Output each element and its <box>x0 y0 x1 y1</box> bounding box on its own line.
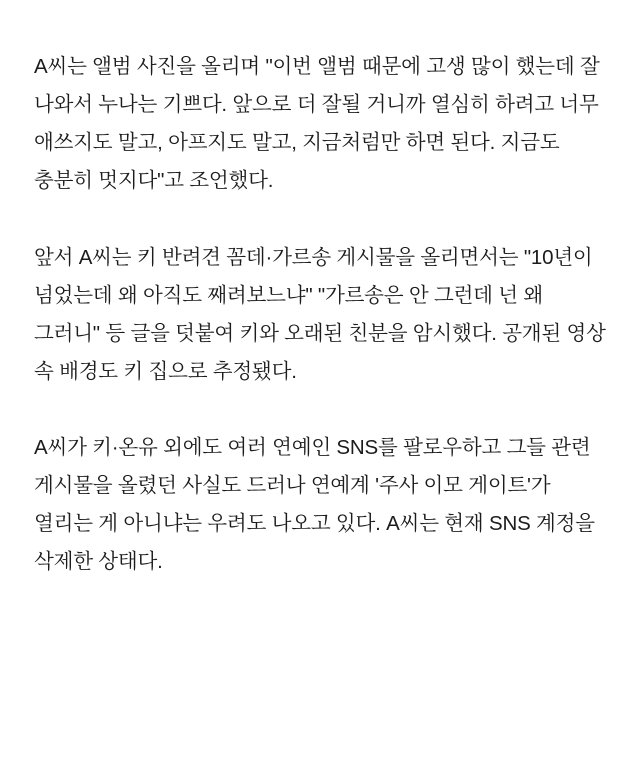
article-paragraph-2: 앞서 A씨는 키 반려견 꼼데·가르송 게시물을 올리면서는 "10년이 넘었는데 왜 아직도 째려보느냐" "가르송은 안 그런데 넌 왜 그러니" 등 글을 덧붙여 키와 오래된 친분을 암시했다. 공개된 영상 속 배경도 키 집으로 추정됐다. <box>34 245 612 383</box>
article-paragraph-1: A씨는 앨범 사진을 올리며 "이번 앨범 때문에 고생 많이 했는데 잘 나와서 누나는 기쁘다. 앞으로 더 잘될 거니까 열심히 하려고 너무 애쓰지도 말고, 아프지도 말고, 지금처럼만 하면 된다. 지금도 충분히 멋지다"고 조언했다. <box>34 55 606 193</box>
article-paragraph-3: A씨가 키·온유 외에도 여러 연예인 SNS를 팔로우하고 그들 관련 게시물을 올렸던 사실도 드러나 연예계 '주사 이모 게이트'가 열리는 게 아니냐는 우려도 나오고 있다. A씨는 현재 SNS 계정을 삭제한 상태다. <box>34 436 601 574</box>
